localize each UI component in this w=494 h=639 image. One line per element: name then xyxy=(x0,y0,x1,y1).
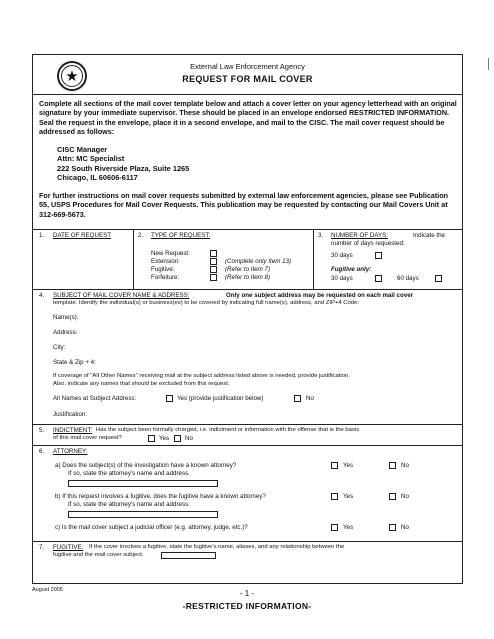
mailing-address xyxy=(57,145,189,182)
section-5-text-2: of this mail cover request? xyxy=(53,435,122,441)
section-4-line-2: template. Identify the individual(s) or business(es) to be covered by indicating full name(s), address, and ZIP+4 Code: xyxy=(53,300,359,306)
divider xyxy=(33,541,462,542)
city-label: City: xyxy=(53,344,66,351)
justification-label: Justification: xyxy=(53,411,88,418)
fugitive-note: (Refer to Item 7) xyxy=(225,266,271,273)
all-names-no-checkbox[interactable] xyxy=(294,395,301,402)
divider xyxy=(33,289,462,290)
extension-label: Extension: xyxy=(151,258,180,265)
fugitive-label: Fugitive: xyxy=(151,266,175,273)
address-line-4: Chicago, IL 60606-6117 xyxy=(57,172,138,182)
section-7-text-1: If the cover involves a fugitive, state the fugitive's name, aliases, and any relationship between the xyxy=(89,544,345,550)
section-7-label: FUGITIVE: xyxy=(53,544,84,551)
all-names-yes-label: Yes (provide justification below) xyxy=(177,395,264,402)
attorney-a-no-checkbox[interactable] xyxy=(389,462,396,469)
section-3-desc-1: Indicate the xyxy=(413,232,445,239)
all-names-no-label: No xyxy=(306,395,314,402)
fugitive-thirty-days-label: 30 days xyxy=(331,275,353,282)
section-4-note: Only one subject address may be requested on each mail cover xyxy=(226,292,414,299)
attorney-c-yes-checkbox[interactable] xyxy=(331,524,338,531)
fugitive-field[interactable] xyxy=(161,552,216,559)
section-2-number: 2. xyxy=(138,232,144,239)
agency-name: External Law Enforcement Agency xyxy=(190,62,305,71)
sixty-days-label: 60 days xyxy=(397,275,419,282)
revision-date: August 2005 xyxy=(32,587,63,593)
divider xyxy=(33,445,462,446)
thirty-days-label: 30 days xyxy=(331,252,353,259)
section-4-number: 4. xyxy=(39,292,45,299)
form-frame xyxy=(32,54,463,584)
form-header xyxy=(33,55,462,95)
fugitive-checkbox[interactable] xyxy=(210,266,217,273)
indictment-yes-checkbox[interactable] xyxy=(148,435,155,442)
attorney-q-a: a) Does the subject(s) of the investigation have a known attorney? xyxy=(55,462,237,469)
attorney-c-no-label: No xyxy=(401,524,409,531)
divider xyxy=(313,229,314,289)
attorney-b-yes-label: Yes xyxy=(343,493,354,500)
attorney-a-yes-label: Yes xyxy=(343,462,354,469)
state-zip-label: State & Zip + 4: xyxy=(53,359,96,366)
forfeiture-note: (Refer to Item 8) xyxy=(225,274,271,281)
section-5-label: INDICTMENT: xyxy=(53,427,93,434)
attorney-a-field[interactable] xyxy=(68,480,218,487)
attorney-q-b: b) If this request involves a fugitive, does the fugitive have a known attorney? xyxy=(55,493,266,500)
address-label: Address: xyxy=(53,329,78,336)
section-4-label: SUBJECT OF MAIL COVER NAME & ADDRESS: xyxy=(53,292,190,299)
section-7-number: 7. xyxy=(39,544,45,551)
section-1-label: DATE OF REQUEST xyxy=(53,232,111,239)
section-3-desc-2: number of days requested: xyxy=(331,240,405,247)
attorney-b-field[interactable] xyxy=(68,511,218,518)
section-7-text-2: fugitive and the mail cover subject. xyxy=(53,552,144,558)
agency-seal-icon: ★ xyxy=(57,61,87,91)
thirty-days-checkbox[interactable] xyxy=(375,252,382,259)
section-6-number: 6. xyxy=(39,448,45,455)
indictment-no-checkbox[interactable] xyxy=(174,435,181,442)
forfeiture-label: Forfeiture: xyxy=(151,274,180,281)
attorney-c-no-checkbox[interactable] xyxy=(389,524,396,531)
divider xyxy=(33,424,462,425)
divider xyxy=(133,229,134,289)
section-1-number: 1. xyxy=(39,232,45,239)
new-request-checkbox[interactable] xyxy=(210,250,217,257)
section-2-label: TYPE OF REQUEST: xyxy=(151,232,211,239)
coverage-text-2: Also, indicate any names that should be excluded from this request. xyxy=(53,381,230,387)
attorney-b-yes-checkbox[interactable] xyxy=(331,493,338,500)
form-title: REQUEST FOR MAIL COVER xyxy=(182,74,313,84)
fugitive-only-label: Fugitive only: xyxy=(331,266,372,273)
intro-text: Complete all sections of the mail cover template below and attach a cover letter on your agency letterhead with an original signature by your immediate supervisor. These should be placed in an envelope endorsed RESTRICTED INFORMATION. Seal the request in the envelope, place it in a second envelope, and mail to the CISC. The mail cover request should be addressed as follows: xyxy=(39,99,457,136)
attorney-b-no-label: No xyxy=(401,493,409,500)
all-names-label: All Names at Subject Address: xyxy=(53,395,137,402)
names-label: Name(s): xyxy=(53,314,79,321)
divider xyxy=(33,229,462,230)
attorney-q-c: c) Is the mail cover subject a judicial officer (e.g. attorney, judge, etc.)? xyxy=(55,524,248,531)
attorney-a-instruction: If so, state the attorney's name and address. xyxy=(68,470,190,477)
attorney-b-no-checkbox[interactable] xyxy=(389,493,396,500)
further-instructions: For further instructions on mail cover requests submitted by external law enforcement agencies, please see Publication 55, USPS Procedures for Mail Cover Requests. This publication may be requested by contacting our Mail Covers Unit at 312-669-5673. xyxy=(39,191,449,219)
forfeiture-checkbox[interactable] xyxy=(210,274,217,281)
attorney-a-yes-checkbox[interactable] xyxy=(331,462,338,469)
section-6-label: ATTORNEY: xyxy=(53,448,88,455)
section-5-text-1: Has the subject been formally charged, i.e. indictment or information with the offense that is the basis xyxy=(96,427,360,433)
section-5-number: 5. xyxy=(39,427,45,434)
address-line-2: Attn: MC Specialist xyxy=(57,154,125,164)
page-edge-mark xyxy=(488,58,494,70)
coverage-text-1: If coverage of "All Other Names" receiving mail at the subject address listed above is needed, provide justification. xyxy=(53,373,350,379)
all-names-yes-checkbox[interactable] xyxy=(166,395,173,402)
extension-checkbox[interactable] xyxy=(210,258,217,265)
address-line-3: 222 South Riverside Plaza, Suite 1265 xyxy=(57,163,190,173)
section-3-number: 3. xyxy=(318,232,324,239)
section-3-label: NUMBER OF DAYS: xyxy=(331,232,388,239)
indictment-no-label: No xyxy=(185,435,193,442)
page-number: - 1 - xyxy=(239,589,255,598)
extension-note: (Complete only Item 13) xyxy=(225,258,292,265)
attorney-a-no-label: No xyxy=(401,462,409,469)
restricted-banner: -RESTRICTED INFORMATION- xyxy=(182,601,312,611)
new-request-label: New Request: xyxy=(151,250,190,257)
address-line-1: CISC Manager xyxy=(57,145,108,154)
attorney-c-yes-label: Yes xyxy=(343,524,354,531)
attorney-b-instruction: If so, state the attorney's name and address. xyxy=(68,501,190,508)
indictment-yes-label: Yes xyxy=(159,435,170,442)
fugitive-thirty-days-checkbox[interactable] xyxy=(375,275,382,282)
sixty-days-checkbox[interactable] xyxy=(435,275,442,282)
